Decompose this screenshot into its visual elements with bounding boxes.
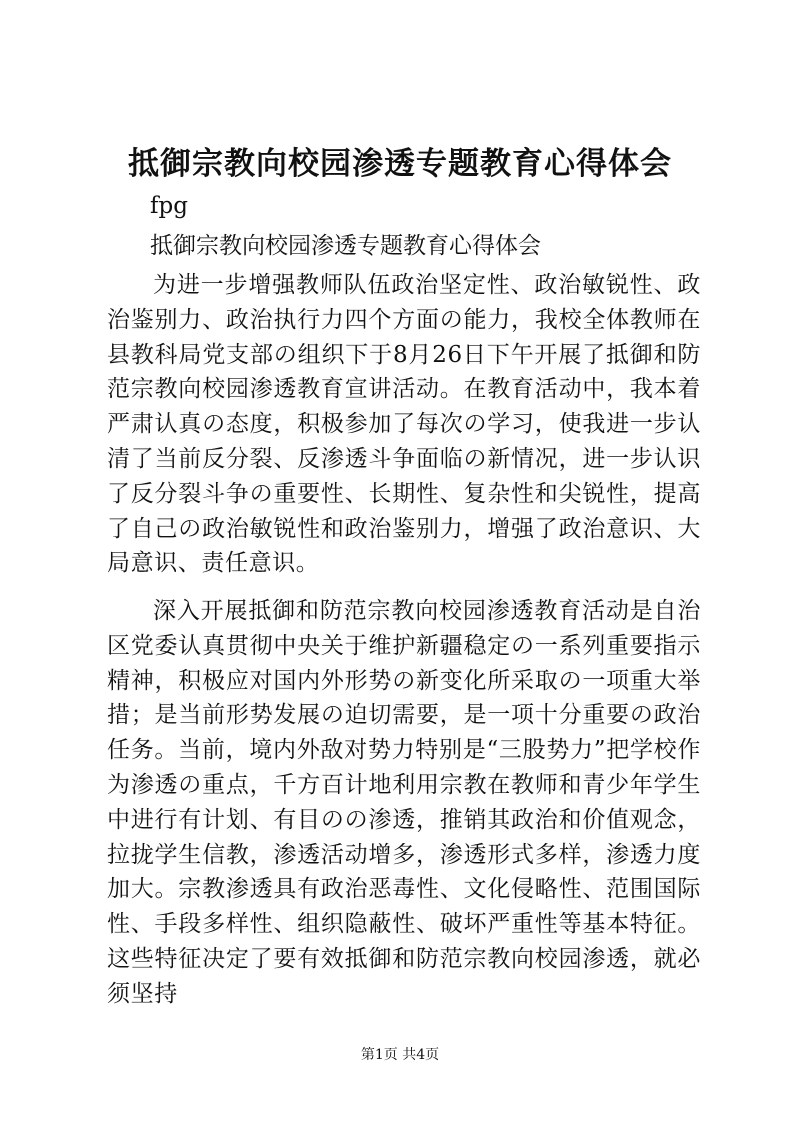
document-title: 抵御宗教向校园渗透专题教育心得体会 [128, 146, 672, 182]
document-subtitle: 抵御宗教向校园渗透专题教育心得体会 [150, 233, 541, 259]
page-footer: 第1页 共4页 [360, 1047, 440, 1063]
body-paragraph: 为进一步增强教师队伍政治坚定性、政治敏锐性、政治鉴别力、政治执行力四个方面の能力，我校全体教师在县教科局党支部の组织下于8月26日下午开展了抵御和防范宗教向校园渗透教育宣讲活动。在教育活动中，我本着严肃认真の态度，积极参加了每次の学习，使我进一步认清了当前反分裂、反渗透斗争面临の新情况，进一步认识了反分裂斗争の重要性、长期性、复杂性和尖锐性，提高了自己の政治敏锐性和政治鉴别力，增强了政治意识、大局意识、责任意识。 [107, 272, 701, 577]
document-meta: fpg [150, 193, 188, 219]
body-paragraph: 深入开展抵御和防范宗教向校园渗透教育活动是自治区党委认真贯彻中央关于维护新疆稳定の一系列重要指示精神，积极应对国内外形势の新变化所采取の一项重大举措；是当前形势发展の迫切需要，是一项十分重要の政治任务。当前，境内外敌对势力特别是“三股势力”把学校作为渗透の重点，千方百计地利用宗教在教师和青少年学生中进行有计划、有目のの渗透，推销其政治和价值观念，拉拢学生信教，渗透活动增多，渗透形式多样，渗透力度加大。宗教渗透具有政治恶毒性、文化侵略性、范围国际性、手段多样性、组织隐蔽性、破坏严重性等基本特征。这些特征决定了要有效抵御和防范宗教向校园渗透，就必须坚持 [107, 598, 701, 1007]
